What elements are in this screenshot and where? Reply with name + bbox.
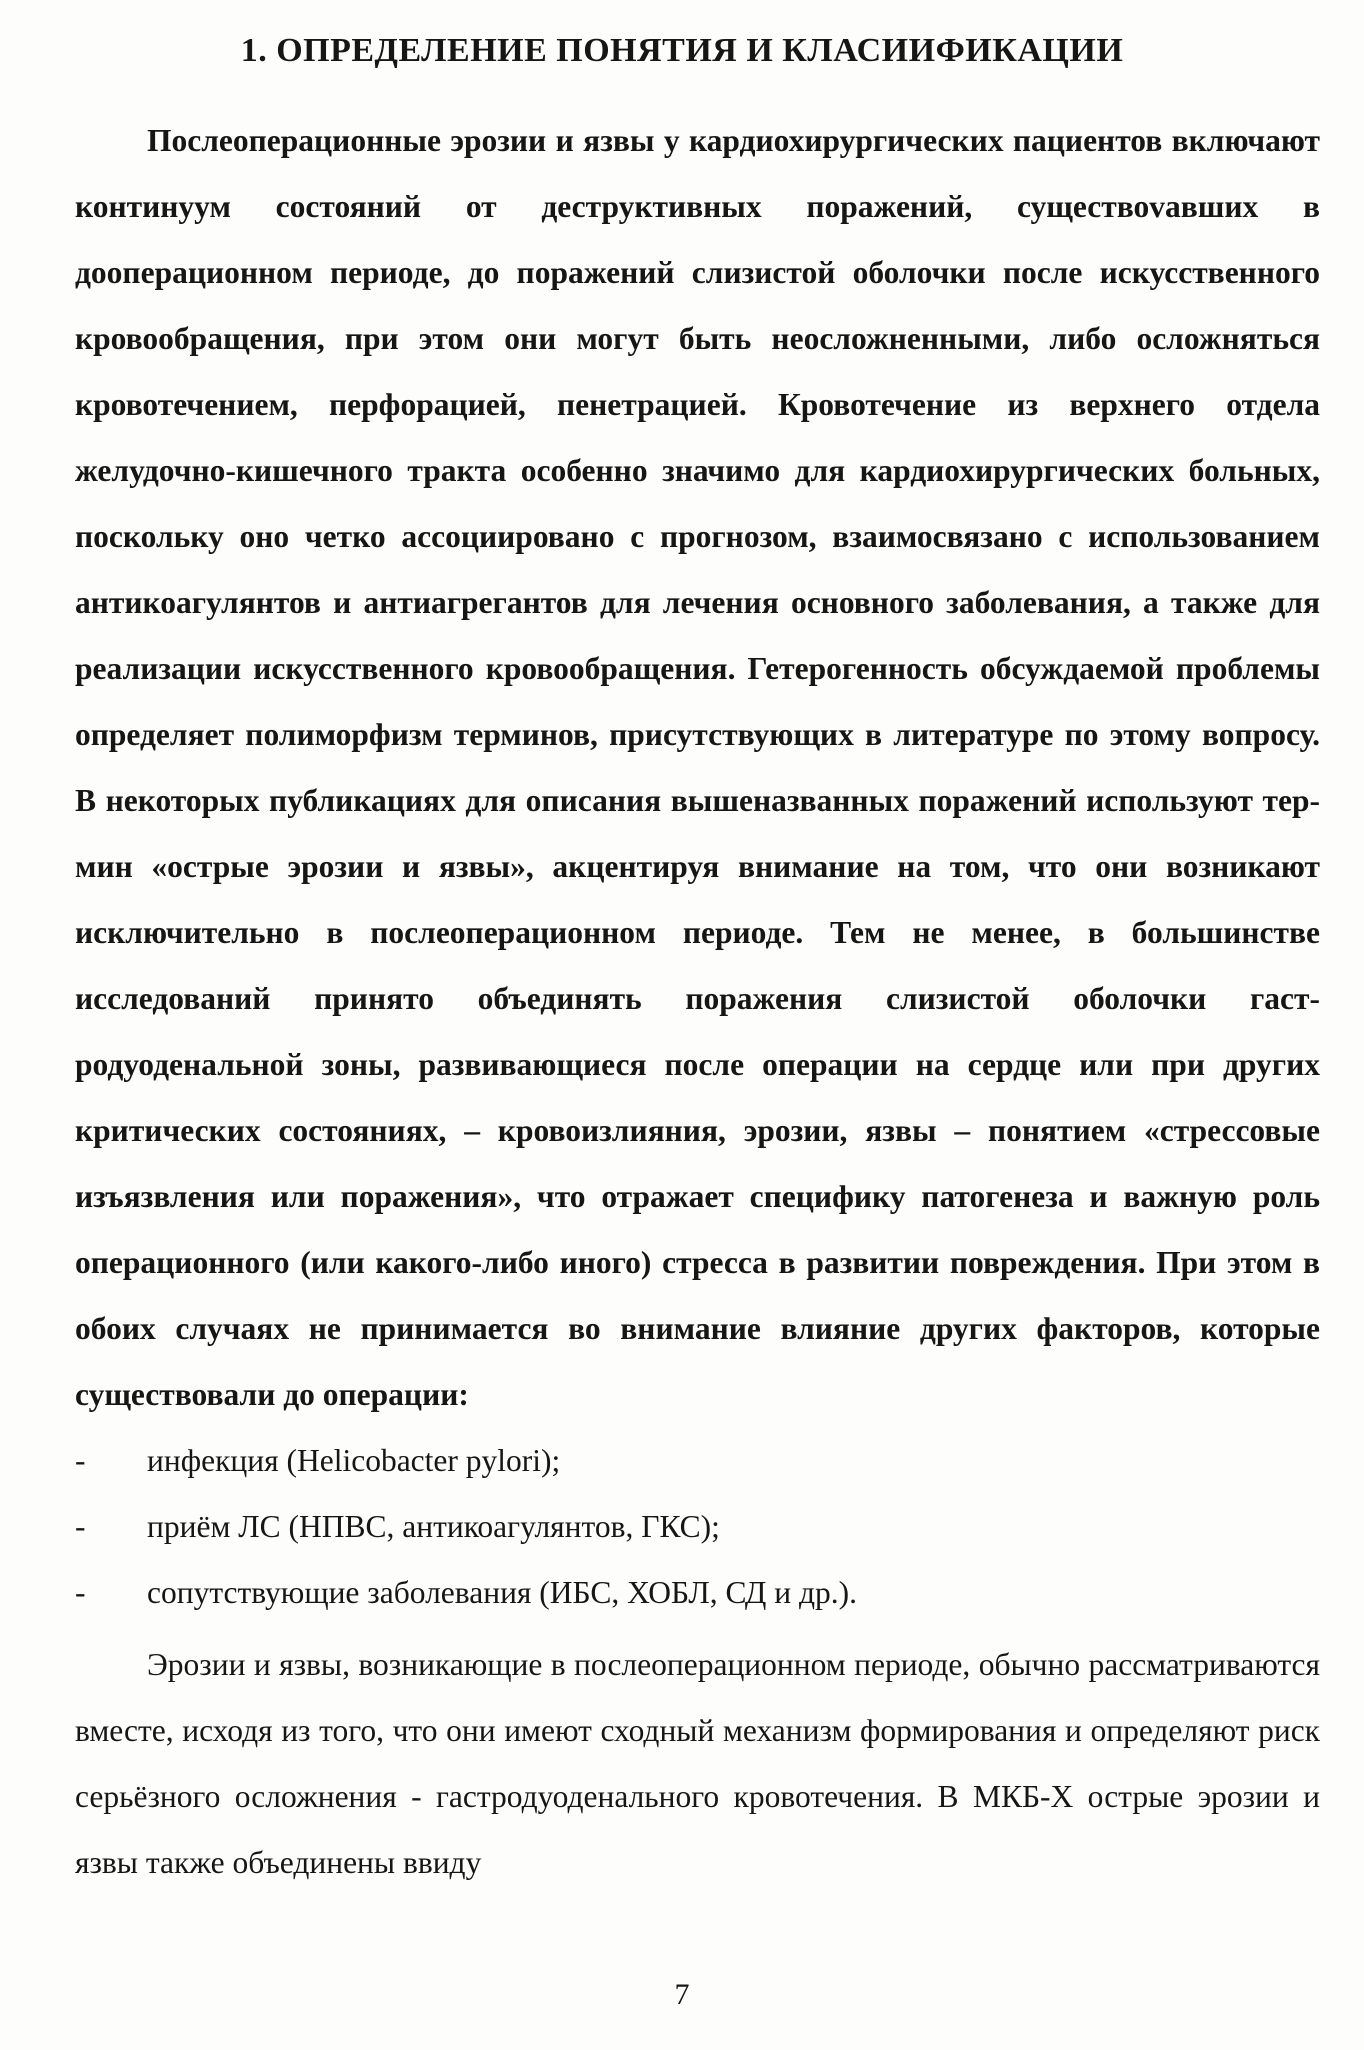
- list-dash: -: [75, 1509, 86, 1544]
- list-dash: -: [75, 1575, 86, 1610]
- list-item: [75, 1428, 1320, 1494]
- section-heading: 1. ОПРЕДЕЛЕНИЕ ПОНЯТИЯ И КЛАСИИФИКАЦИИ: [240, 32, 1124, 69]
- paragraph-intro: Послеоперационные эрозии и язвы у кардиохирургических пациентов включают континуум состояний от деструктивных поражений, существоvавших в дооперационном периоде, до поражений слизистой оболочки после искусственного кровообращения, при этом они могут быть неосложненными, либо осложняться кровотечением, перфорацией, пенетрацией. Кровотечение из верхнего отдела желудочно-кишечного тракта особенно значимо для кардиохирургических больных, поскольку оно четко ассоциировано с прогнозом, взаимосвязано с использованием антикоагулянтов и антиагрегантов для лечения основного заболевания, а также для реализации искусственного кровообращения. Гетерогенность обсуждаемой проблемы определяет полиморфизм терминов, присутствующих в литературе по этому вопросу. В некоторых публикациях для описания вышеназванных поражений используют термин «острые эрозии и язвы», акцентируя внимание на том, что они возникают исключительно в послеоперационном периоде. Тем не менее, в большинстве исследований принято объединять поражения слизистой оболочки гастродуоденальной зоны, развивающиеся после операции на сердце или при других критических состояниях, – кровоизлияния, эрозии, язвы – понятием «стрессовые изъязвления или поражения», что отражает специфику патогенеза и важную роль операционного (или какого-либо иного) стресса в развитии повреждения. При этом в обоих случаях не принимается во внимание влияние других факторов, которые существовали до операции:: [75, 123, 1320, 1412]
- page-number: 7: [674, 1978, 690, 2011]
- list-item: [75, 1560, 1320, 1626]
- list-item-text: инфекция (Helicobacter pylori);: [147, 1443, 561, 1478]
- list-item: [75, 1494, 1320, 1560]
- list-dash: -: [75, 1443, 86, 1478]
- factor-list: [75, 1428, 1320, 1626]
- list-item-text: приём ЛС (НПВС, антикоагулянтов, ГКС);: [147, 1509, 720, 1544]
- body-text: [75, 108, 1320, 1896]
- list-item-text: сопутствующие заболевания (ИБС, ХОБЛ, СД и др.).: [147, 1575, 858, 1610]
- paragraph-closing: Эрозии и язвы, возникающие в послеоперационном периоде, обычно рассматриваются вместе, исходя из того, что они имеют сходный механизм формирования и определяют риск серьёзного осложнения - гастродуоденального кровотечения. В МКБ-X острые эрозии и язвы также объединены ввиду: [75, 1647, 1320, 1880]
